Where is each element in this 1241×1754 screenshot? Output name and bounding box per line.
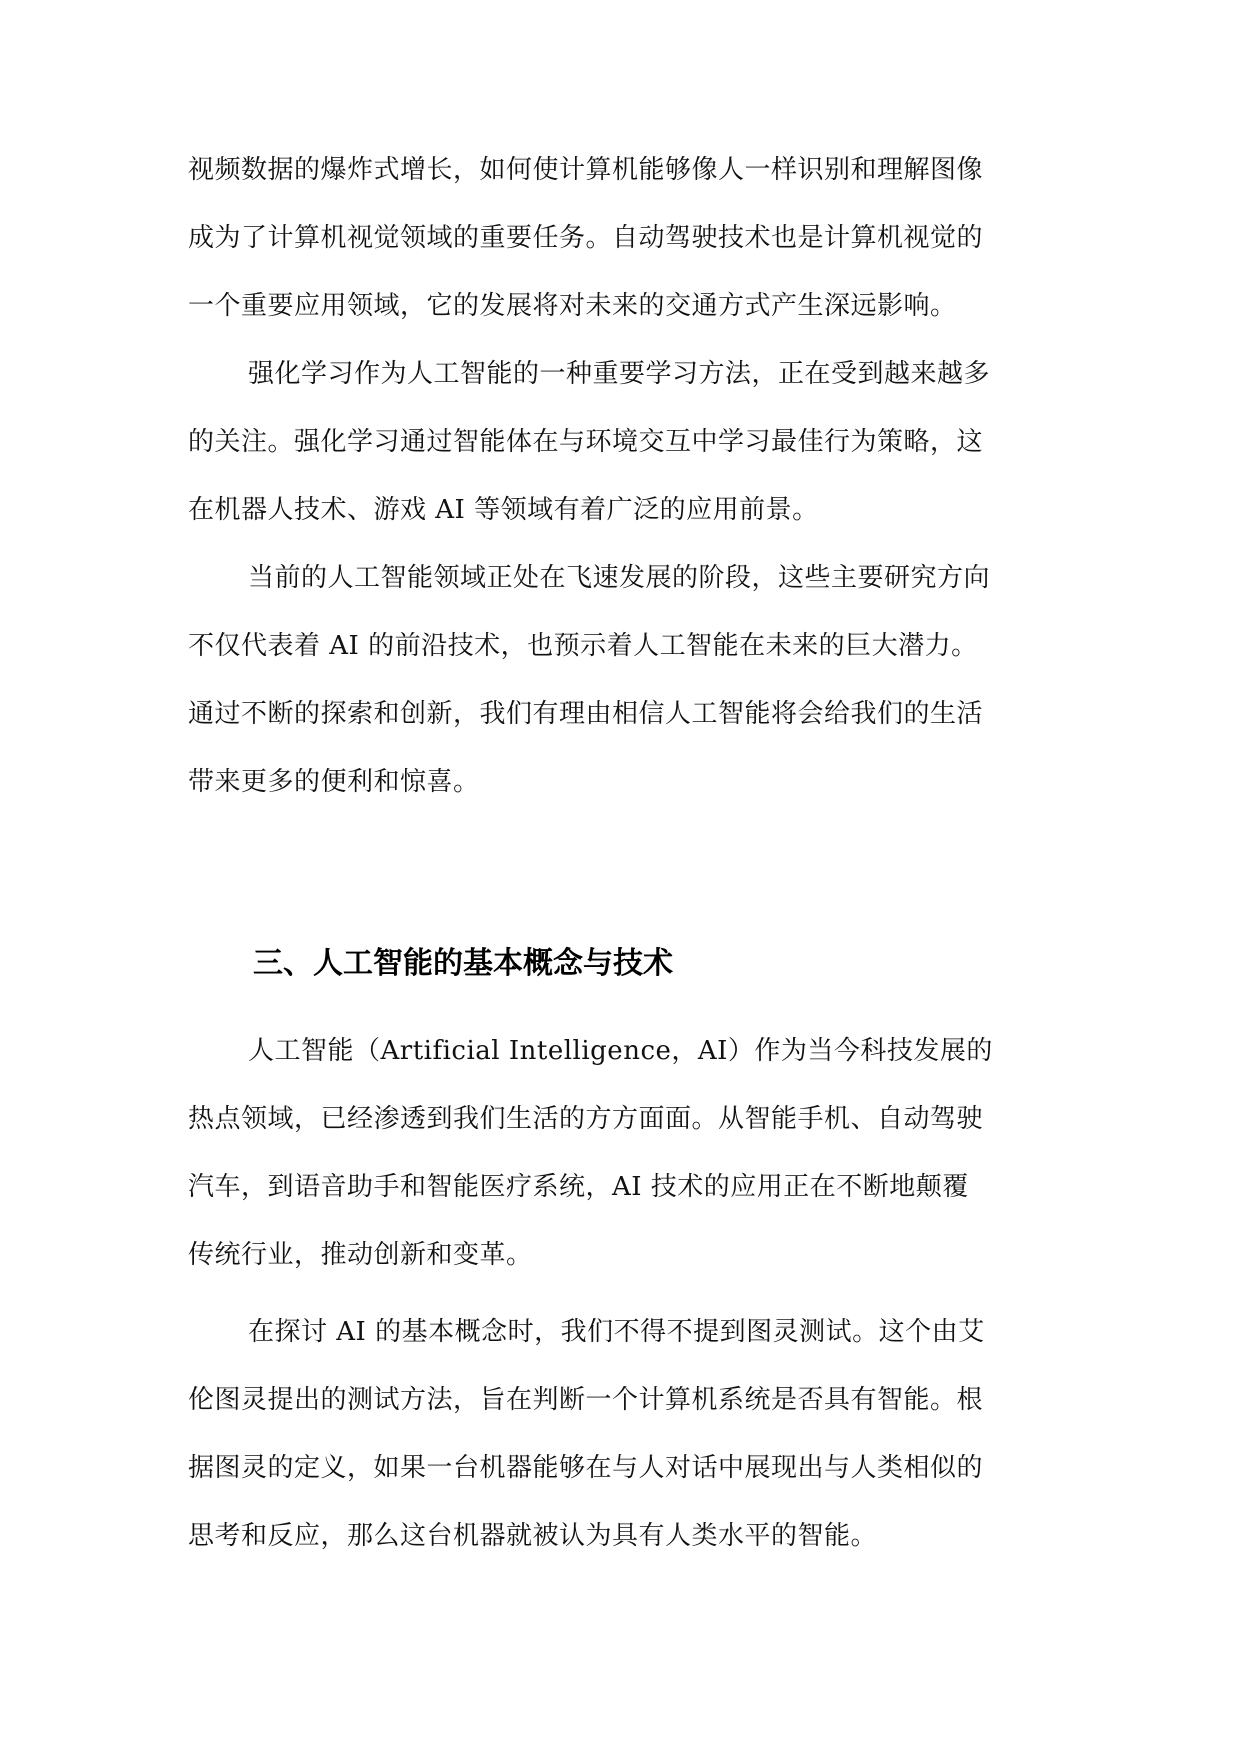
paragraph-line: 通过不断的探索和创新，我们有理由相信人工智能将会给我们的生活: [188, 699, 984, 729]
paragraph-2: [188, 340, 1058, 544]
paragraph-line: 强化学习作为人工智能的一种重要学习方法，正在受到越来越多: [248, 359, 991, 389]
paragraph-5: [188, 1298, 1058, 1570]
paragraph-1: [188, 136, 1058, 340]
paragraph-line: 的关注。强化学习通过智能体在与环境交互中学习最佳行为策略，这: [188, 427, 984, 457]
paragraph-4: [188, 1017, 1058, 1289]
paragraph-line: 当前的人工智能领域正处在飞速发展的阶段，这些主要研究方向: [248, 563, 991, 593]
paragraph-3: [188, 544, 1058, 816]
paragraph-line: 热点领域，已经渗透到我们生活的方方面面。从智能手机、自动驾驶: [188, 1104, 984, 1134]
paragraph-line: 在探讨 AI 的基本概念时，我们不得不提到图灵测试。这个由艾: [248, 1317, 985, 1347]
section-heading: 三、人工智能的基本概念与技术: [253, 946, 673, 981]
paragraph-line: 在机器人技术、游戏 AI 等领域有着广泛的应用前景。: [188, 495, 819, 525]
paragraph-line: 一个重要应用领域，它的发展将对未来的交通方式产生深远影响。: [188, 291, 957, 321]
paragraph-line: 带来更多的便利和惊喜。: [188, 767, 480, 797]
paragraph-line: 成为了计算机视觉领域的重要任务。自动驾驶技术也是计算机视觉的: [188, 223, 984, 253]
paragraph-line: 传统行业，推动创新和变革。: [188, 1240, 533, 1270]
paragraph-line: 人工智能（Artificial Intelligence，AI）作为当今科技发展的: [248, 1036, 993, 1066]
paragraph-line: 思考和反应，那么这台机器就被认为具有人类水平的智能。: [188, 1521, 878, 1551]
paragraph-line: 不仅代表着 AI 的前沿技术，也预示着人工智能在未来的巨大潜力。: [188, 631, 978, 661]
paragraph-line: 汽车，到语音助手和智能医疗系统，AI 技术的应用正在不断地颠覆: [188, 1172, 969, 1202]
paragraph-line: 视频数据的爆炸式增长，如何使计算机能够像人一样识别和理解图像: [188, 155, 984, 185]
paragraph-line: 据图灵的定义，如果一台机器能够在与人对话中展现出与人类相似的: [188, 1453, 984, 1483]
paragraph-line: 伦图灵提出的测试方法，旨在判断一个计算机系统是否具有智能。根: [188, 1385, 984, 1415]
